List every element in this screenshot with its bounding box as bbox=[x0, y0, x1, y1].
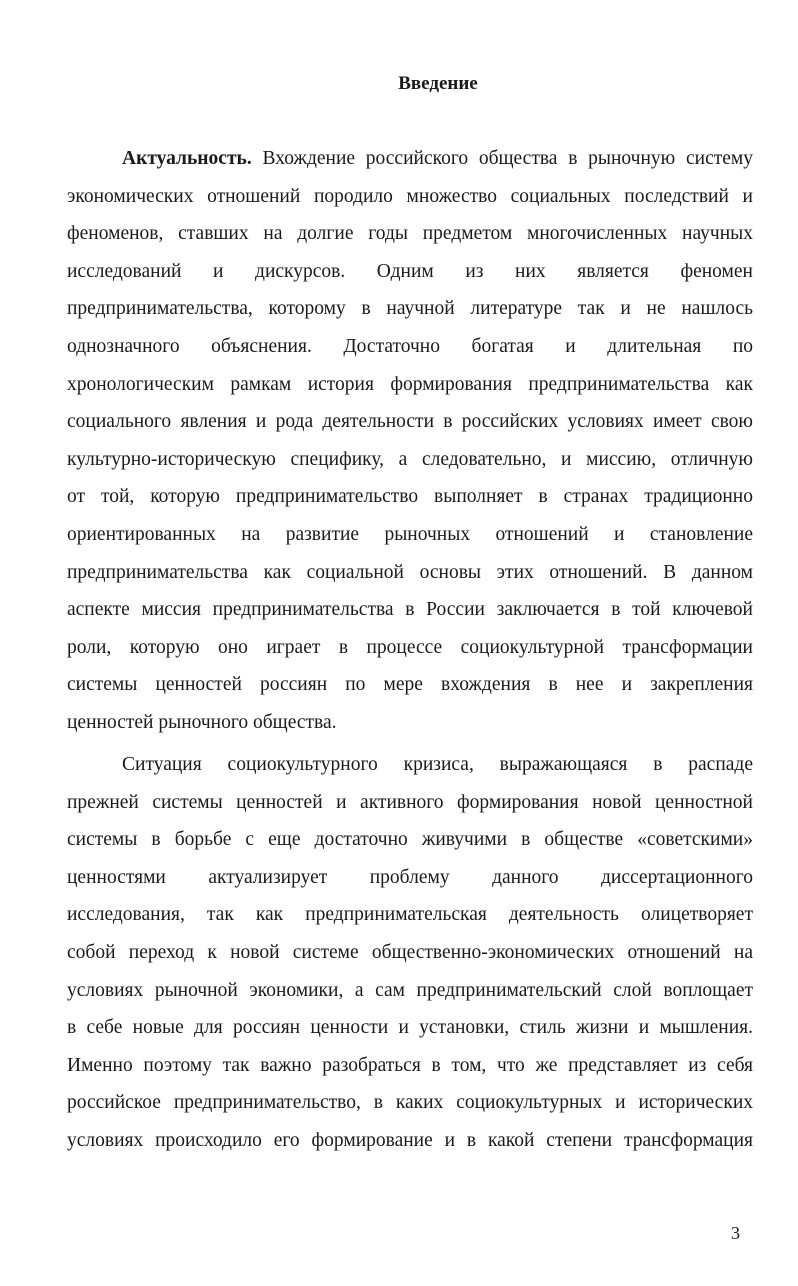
text-line: системы в борьбе с еще достаточно живучими в обществе «советскими» bbox=[67, 829, 753, 851]
text-line: однозначного объяснения. Достаточно богатая и длительная по bbox=[67, 335, 753, 357]
text-line: культурно-историческую специфику, а следовательно, и миссию, отличную bbox=[67, 448, 753, 470]
text-line: предпринимательства как социальной основы этих отношений. В данном bbox=[67, 561, 753, 583]
text-line: исследований и дискурсов. Одним из них является феномен bbox=[67, 260, 753, 282]
text-line: собой переход к новой системе общественно-экономических отношений на bbox=[67, 941, 753, 963]
text-line: от той, которую предпринимательство выполняет в странах традиционно bbox=[67, 486, 753, 508]
text-line: прежней системы ценностей и активного формирования новой ценностной bbox=[67, 791, 753, 813]
text-line: ценностей рыночного общества. bbox=[67, 711, 337, 733]
page-title: Введение bbox=[398, 73, 478, 94]
text-line: социального явления и рода деятельности в российских условиях имеет свою bbox=[67, 411, 753, 433]
page-number: 3 bbox=[731, 1223, 740, 1243]
text-line: экономических отношений породило множество социальных последствий и bbox=[67, 185, 753, 207]
text-line: исследования, так как предпринимательская деятельность олицетворяет bbox=[67, 904, 753, 926]
text-line: ценностями актуализирует проблему данного диссертационного bbox=[67, 866, 753, 888]
text-line: феноменов, ставших на долгие годы предметом многочисленных научных bbox=[67, 223, 753, 245]
text-line: аспекте миссия предпринимательства в России заключается в той ключевой bbox=[67, 599, 753, 621]
text-line: ориентированных на развитие рыночных отношений и становление bbox=[67, 523, 753, 545]
paragraph-first-line bbox=[67, 140, 753, 178]
first-line-text: Вхождение российского общества в рыночную систему bbox=[251, 148, 753, 169]
text-line: хронологическим рамкам история формирования предпринимательства как bbox=[67, 373, 753, 395]
paragraph-relevance bbox=[67, 140, 753, 742]
text-line: условиях рыночной экономики, а сам предпринимательский слой воплощает bbox=[67, 979, 753, 1001]
paragraph-first-line: Ситуация социокультурного кризиса, выражающаяся в распаде bbox=[122, 754, 753, 775]
lead-term: Актуальность. bbox=[122, 148, 252, 169]
text-line: Именно поэтому так важно разобраться в том, что же представляет из себя bbox=[67, 1054, 753, 1076]
text-line: роли, которую оно играет в процессе социокультурной трансформации bbox=[67, 636, 753, 658]
text-line: системы ценностей россиян по мере вхождения в нее и закрепления bbox=[67, 674, 753, 696]
paragraph-crisis bbox=[67, 746, 753, 1160]
text-line: предпринимательства, которому в научной литературе так и не нашлось bbox=[67, 298, 753, 320]
text-line: в себе новые для россиян ценности и установки, стиль жизни и мышления. bbox=[67, 1017, 753, 1039]
text-line: российское предпринимательство, в каких социокультурных и исторических bbox=[67, 1092, 753, 1114]
text-line: условиях происходило его формирование и в какой степени трансформация bbox=[67, 1129, 753, 1151]
